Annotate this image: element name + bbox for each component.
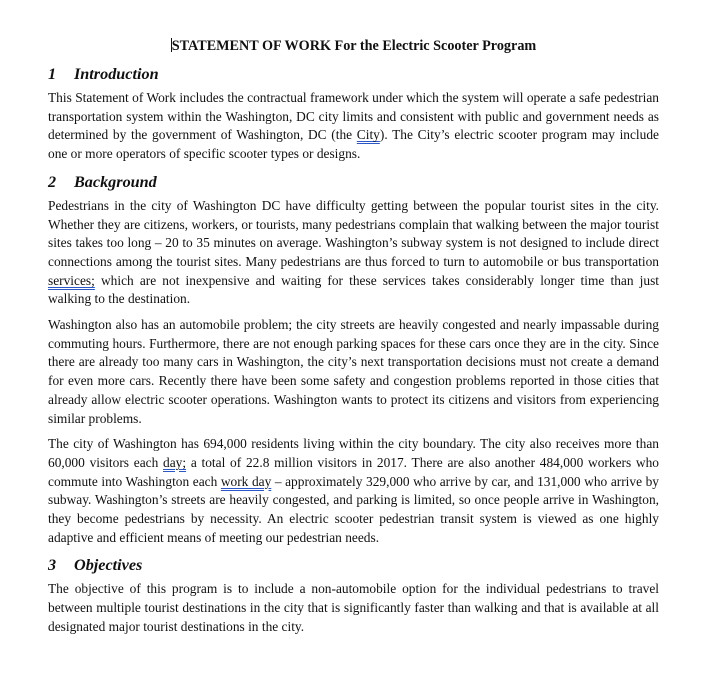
spellcheck-flag-city[interactable]: City <box>356 127 380 143</box>
document-title: STATEMENT OF WORK For the Electric Scooter Program <box>171 38 537 54</box>
grammar-flag-services[interactable]: services; <box>48 272 95 288</box>
section-number: 2 <box>48 172 57 191</box>
background-paragraph-2: Washington also has an automobile problem; the city streets are heavily congested and nearly impassable during commuting hours. Furthermore, there are not enough parking spaces for these cars once they are in the city. Since there are already too many cars in Washington, the city’s next transportation decisions must not create a demand for even more cars. Recently there have been some safety and congestion problems reported in those cities that already allow electric scooter operations. Washington wants to protect its citizens and visitors from experiencing similar problems. <box>48 317 659 426</box>
background-paragraph-3: The city of Washington has 694,000 residents living within the city boundary. The city also receives more than 60,000 visitors each day; a total of 22.8 million visitors in 2017. There are also another 484,000 workers who commute into Washington each work day – approximately 329,000 who arrive by car, and 131,000 who arrive by subway. Washington’s streets are heavily congested, and parking is limited, so once people arrive in Washington, they become pedestrians by necessity. An electric scooter pedestrian transit system is viewed as one highly adaptive and efficient means of meeting our pedestrian needs. <box>48 436 659 545</box>
objectives-paragraph: The objective of this program is to include a non-automobile option for the individual pedestrians to travel between multiple tourist destinations in the city that is significantly faster than walking and that is available at all designated major tourist destinations in the city. <box>48 581 659 634</box>
introduction-paragraph: This Statement of Work includes the contractual framework under which the system will operate a safe pedestrian transportation system within the Washington, DC city limits and consistent with public and government needs as determined by the government of Washington, DC (the City). The City’s electric scooter program may include one or more operators of specific scooter types or designs. <box>48 90 659 162</box>
document-page <box>48 36 659 644</box>
section-title: Background <box>74 172 157 191</box>
section-number: 3 <box>48 556 57 575</box>
section-title: Objectives <box>74 556 143 575</box>
background-paragraph-1: Pedestrians in the city of Washington DC have difficulty getting between the popular tourist sites in the city. Whether they are citizens, workers, or tourists, many pedestrians complain that walking between the major tourist sites takes too long – 20 to 35 minutes on average. Washington’s subway system is not designed to include direct connections among the tourist sites. Many pedestrians are thus forced to turn to automobile or bus transportation services; which are not inexpensive and waiting for these services takes considerably longer time than just walking to the destination. <box>48 197 659 307</box>
grammar-flag-work-day[interactable]: work day <box>220 473 272 489</box>
section-heading-background <box>48 171 659 193</box>
section-heading-objectives <box>48 554 659 576</box>
section-number: 1 <box>48 65 57 83</box>
section-title: Introduction <box>74 65 159 83</box>
grammar-flag-day[interactable]: day; <box>163 454 187 470</box>
section-heading-introduction <box>48 63 659 85</box>
